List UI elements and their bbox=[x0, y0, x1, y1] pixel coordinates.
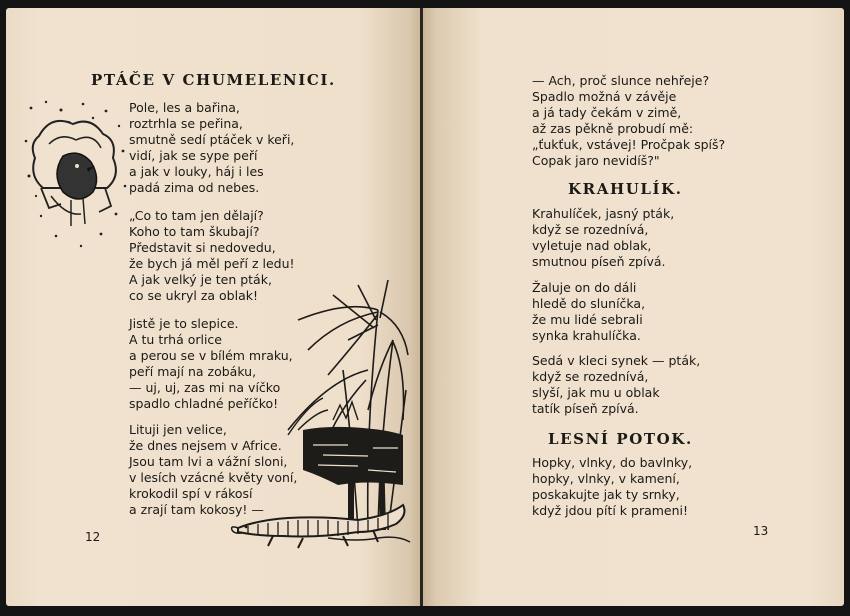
verse-line: Krahulíček, jasný pták, bbox=[532, 206, 675, 221]
verse-line: a jak v louky, háj i les bbox=[129, 164, 264, 179]
page-number: 12 bbox=[85, 530, 101, 544]
verse-line: když se rozednívá, bbox=[532, 369, 649, 384]
verse-line: a perou se v bílém mraku, bbox=[129, 348, 293, 363]
verse-line: a já tady čekám v zimě, bbox=[532, 105, 682, 120]
stanza bbox=[532, 206, 674, 270]
verse-line: že dnes nejsem v Africe. bbox=[129, 438, 282, 453]
verse-line: A jak velký je ten pták, bbox=[129, 272, 272, 287]
verse-line: hledě do sluníčka, bbox=[532, 296, 646, 311]
verse-line: peří mají na zobáku, bbox=[129, 364, 257, 379]
poem-title-krahulik: KRAHULÍK. bbox=[568, 180, 683, 198]
verse-line: vidí, jak se sype peří bbox=[129, 148, 258, 163]
verse-line: když jdou pítí k prameni! bbox=[532, 503, 689, 518]
poem-title-lesni-potok: LESNÍ POTOK. bbox=[548, 430, 693, 448]
verse-line: Koho to tam škubají? bbox=[129, 224, 260, 239]
open-book bbox=[6, 8, 844, 606]
verse-line: Spadlo možná v závěje bbox=[532, 89, 677, 104]
verse-line: roztrhla se peřina, bbox=[129, 116, 243, 131]
right-page bbox=[423, 8, 844, 606]
verse-line: smutnou píseň zpívá. bbox=[532, 254, 666, 269]
verse-line: Copak jaro nevidíš?" bbox=[532, 153, 660, 168]
verse-line: Sedá v kleci synek — pták, bbox=[532, 353, 701, 368]
verse-line: a zrají tam kokosy! — bbox=[129, 502, 264, 517]
verse-line: tatík píseň zpívá. bbox=[532, 401, 639, 416]
verse-line: Lituji jen velice, bbox=[129, 422, 227, 437]
verse-line: Žaluje on do dáli bbox=[532, 280, 637, 295]
page-number: 13 bbox=[753, 524, 769, 538]
verse-line: poskakujte jak ty srnky, bbox=[532, 487, 680, 502]
verse-line: v lesích vzácné květy voní, bbox=[129, 470, 298, 485]
verse-line: že bych já měl peří z ledu! bbox=[129, 256, 295, 271]
verse-line: — Ach, proč slunce nehřeje? bbox=[532, 73, 710, 88]
verse-line: slyší, jak mu u oblak bbox=[532, 385, 660, 400]
verse-line: co se ukryl za oblak! bbox=[129, 288, 258, 303]
verse-line: že mu lidé sebrali bbox=[532, 312, 643, 327]
verse-line: padá zima od nebes. bbox=[129, 180, 260, 195]
verse-line: spadlo chladné peříčko! bbox=[129, 396, 279, 411]
verse-line: smutně sedí ptáček v keři, bbox=[129, 132, 295, 147]
bird-in-snow-illustration bbox=[21, 96, 131, 256]
verse-line: synka krahulíčka. bbox=[532, 328, 641, 343]
left-page bbox=[6, 8, 422, 606]
stanza bbox=[532, 280, 645, 344]
verse-line: Pole, les a bařina, bbox=[129, 100, 240, 115]
verse-line: A tu trhá orlice bbox=[129, 332, 222, 347]
stanza bbox=[532, 353, 700, 417]
stanza bbox=[129, 100, 294, 196]
verse-line: hopky, vlnky, v kamení, bbox=[532, 471, 680, 486]
crocodile-reeds-illustration bbox=[228, 280, 414, 550]
verse-line: Představit si nedovedu, bbox=[129, 240, 276, 255]
stanza bbox=[532, 73, 725, 169]
poem-title-ptace: PTÁČE V CHUMELENICI. bbox=[91, 71, 336, 89]
verse-line: „ťukťuk, vstávej! Pročpak spíš? bbox=[532, 137, 726, 152]
verse-line: vyletuje nad oblak, bbox=[532, 238, 652, 253]
verse-line: Jistě je to slepice. bbox=[129, 316, 239, 331]
verse-line: — uj, uj, zas mi na víčko bbox=[129, 380, 281, 395]
verse-line: Hopky, vlnky, do bavlnky, bbox=[532, 455, 693, 470]
verse-line: krokodil spí v rákosí bbox=[129, 486, 253, 501]
verse-line: Jsou tam lvi a vážní sloni, bbox=[129, 454, 288, 469]
verse-line: „Co to tam jen dělají? bbox=[129, 208, 264, 223]
verse-line: když se rozednívá, bbox=[532, 222, 649, 237]
verse-line: až zas pěkně probudí mě: bbox=[532, 121, 694, 136]
stanza bbox=[532, 455, 692, 519]
